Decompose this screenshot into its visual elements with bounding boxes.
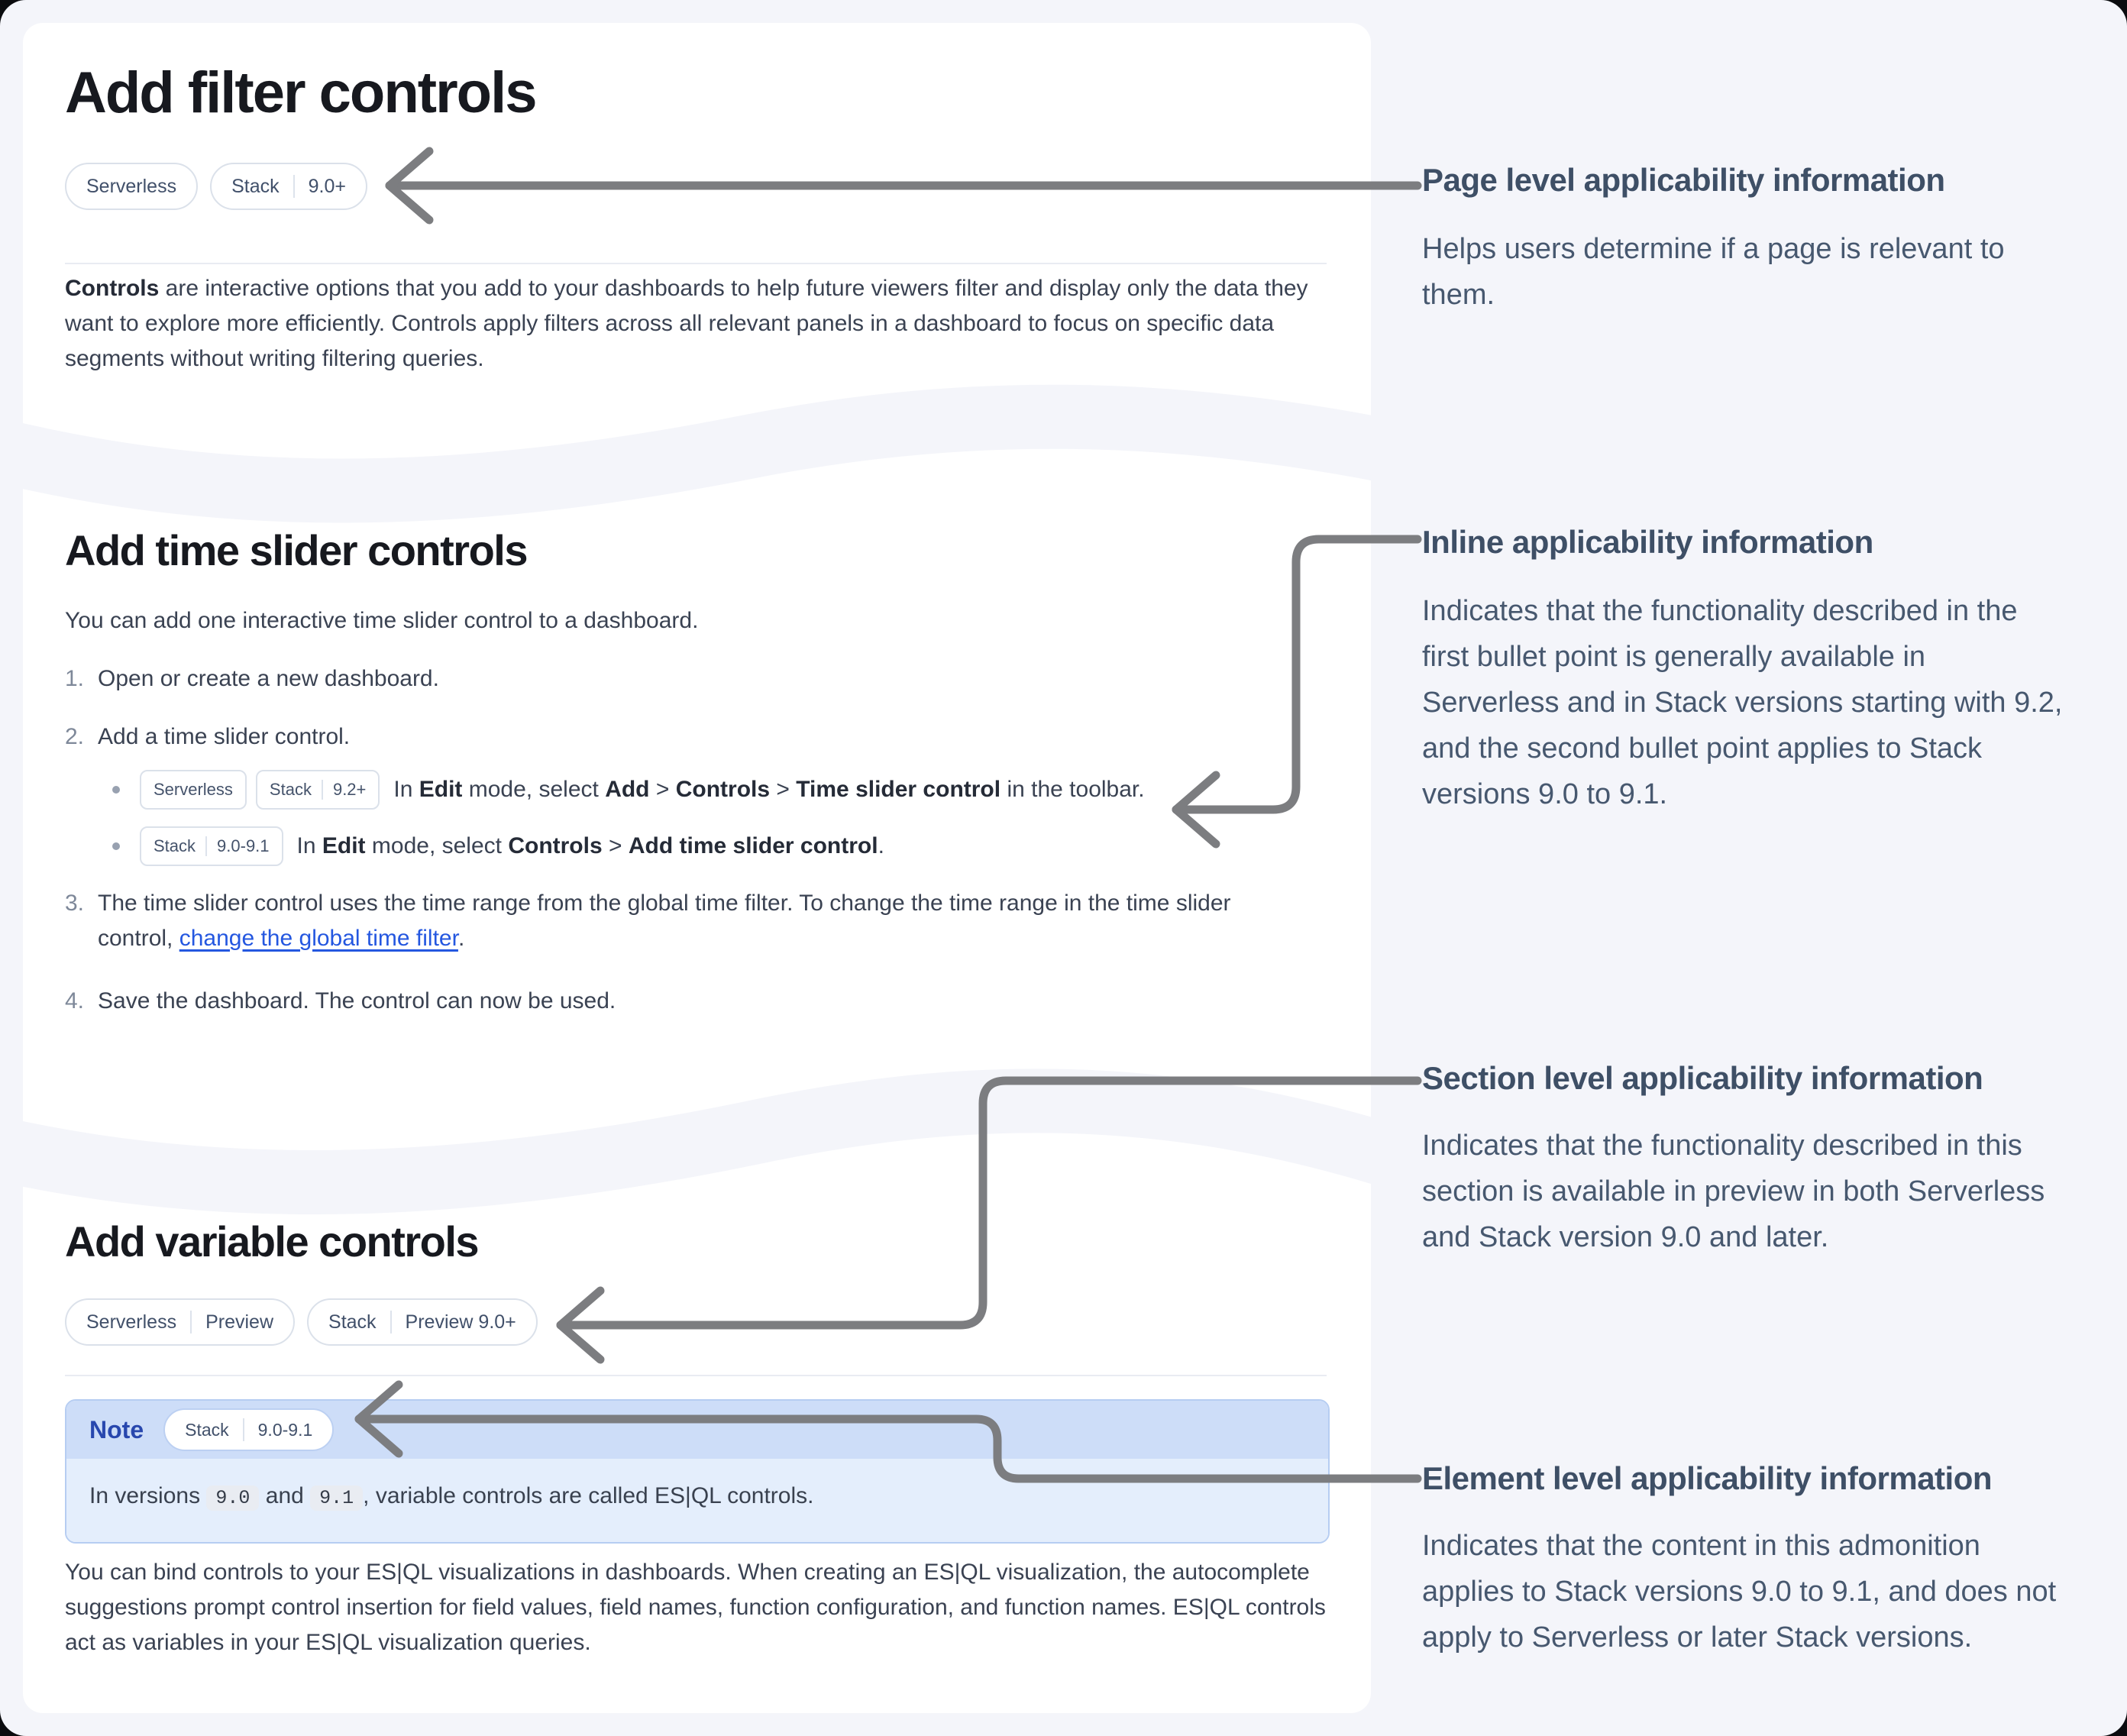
applicability-badge [140,770,247,810]
inline-applicability-badges [140,770,380,810]
text: mode, select [462,777,606,802]
bold-text: Controls [675,777,771,802]
badge-label: Serverless [86,175,177,197]
badge-divider [243,1418,244,1441]
text: in the toolbar. [1000,777,1145,802]
bullet-icon [112,786,120,794]
text: Open or create a new dashboard. [98,666,439,691]
list-number: 4. [65,988,85,1013]
list-item-text [98,719,350,755]
annotation-page-level [1422,162,2064,318]
text: In [296,833,322,858]
list-item [65,984,1337,1019]
applicability-badge [163,1408,334,1451]
list-item [65,719,1337,755]
applicability-badge [307,1298,538,1346]
bold-text: Edit [322,833,366,858]
text: You can add one interactive time slider control to a dashboard. [65,608,699,633]
inline-applicability-badges [140,826,283,866]
text: In versions [89,1483,207,1508]
page-applicability-badges [65,163,367,210]
text: are interactive options that you add to your dashboards to help future viewers filter and display only the data they want to explore more efficiently. Controls apply filters across all relevant panels in a dashboard to focus on specific data segments without writing filtering queries. [65,276,1308,371]
badge-label: 9.0-9.1 [257,1419,313,1440]
applicability-badge [256,770,380,810]
bold-text: Controls [65,276,160,301]
bold-text: Time slider control [796,777,1001,802]
note-applicability-badge [163,1408,334,1451]
note-label: Note [89,1415,144,1443]
badge-label: 9.0-9.1 [217,836,270,855]
annotation-title: Inline applicability information [1422,524,1873,560]
section-applicability-badges [65,1298,538,1346]
list-number: 3. [65,891,85,916]
text: . [457,926,465,951]
badge-label: Stack [154,836,196,855]
annotation-title: Page level applicability information [1422,162,1945,198]
annotation-body: Indicates that the functionality described in the first bullet point is generally available in Serverless and in Stack versions starting with 9.2, and the second bullet point applies to Stack versions 9.0 to 9.1. [1422,595,2063,810]
note-body-text [66,1459,1328,1542]
text: The time slider control uses the time range from the global time filter. To change the time range in the time slider control, [98,891,1231,951]
section-intro [65,603,1337,638]
list-item [65,826,1337,866]
annotation-body: Indicates that the content in this admonition applies to Stack versions 9.0 to 9.1, and does not apply to Serverless or later Stack versions. [1422,1530,2057,1654]
badge-label: Serverless [86,1311,177,1333]
annotation-title: Section level applicability information [1422,1060,1983,1096]
badge-label: 9.2+ [332,780,367,799]
text: mode, select [365,833,509,858]
text: You can bind controls to your ES|QL visualizations in dashboards. When creating an ES|QL visualization, the autocomplete suggestions prompt control insertion for field values, field names, function configuration, and function names. ES|QL controls act as variables in your ES|QL visualization queries. [65,1560,1326,1655]
code-chip: 9.0 [206,1485,259,1511]
text: > [649,777,676,802]
text: > [770,777,797,802]
inline-link[interactable]: change the global time filter [179,926,458,951]
list-item-text [98,886,1304,956]
badge-label: Stack [231,175,280,197]
badge-label: 9.0+ [308,175,346,197]
list-item [65,770,1337,810]
note-header [66,1401,1328,1459]
badge-divider [190,1311,192,1334]
annotation-body: Helps users determine if a page is relevant to them. [1422,233,2005,311]
badge-label: Preview [205,1311,274,1333]
text: . [878,833,884,858]
list-number: 1. [65,666,85,691]
text: , variable controls are called ES|QL controls. [363,1483,814,1508]
badge-label: Stack [185,1419,229,1440]
bold-text: Edit [419,777,463,802]
list-item-text [98,984,616,1019]
bold-text: Add [605,777,650,802]
intro-paragraph [65,254,1337,377]
annotation-element-level [1422,1460,2064,1660]
list-item-text [297,829,884,864]
badge-divider [205,836,207,856]
badge-divider [293,175,295,198]
annotation-inline-level [1422,524,2064,817]
badge-label: Stack [328,1311,377,1333]
list-item [65,661,1337,697]
text: Save the dashboard. The control can now be used. [98,988,616,1013]
code-chip: 9.1 [310,1485,363,1511]
text: > [602,833,629,858]
bullet-icon [112,842,120,850]
annotation-body: Indicates that the functionality described in this section is available in preview in both Serverless and Stack version 9.0 and later. [1422,1130,2045,1253]
divider [65,1375,1327,1376]
bold-text: Add time slider control [628,833,878,858]
text: and [259,1483,311,1508]
badge-label: Serverless [154,780,233,799]
applicability-badge [210,163,367,210]
text: Add a time slider control. [98,724,351,749]
badge-label: Stack [269,780,312,799]
annotation-title: Element level applicability information [1422,1460,1993,1496]
annotation-section-level [1422,1060,2064,1260]
section-title-variable-controls: Add variable controls [65,1217,479,1266]
applicability-badge [65,163,198,210]
note-admonition [65,1399,1330,1544]
list-item-text [98,661,439,697]
applicability-badge [65,1298,295,1346]
outro-paragraph [65,1555,1337,1660]
badge-divider [390,1311,392,1334]
page-title: Add filter controls [65,60,536,125]
badge-divider [322,780,323,800]
applicability-badge [140,826,283,866]
text: In [393,777,419,802]
list-item [65,886,1337,956]
list-number: 2. [65,724,85,749]
badge-label: Preview 9.0+ [405,1311,516,1333]
bold-text: Controls [508,833,603,858]
list-item-text [393,772,1144,807]
section-title-time-slider: Add time slider controls [65,526,527,574]
